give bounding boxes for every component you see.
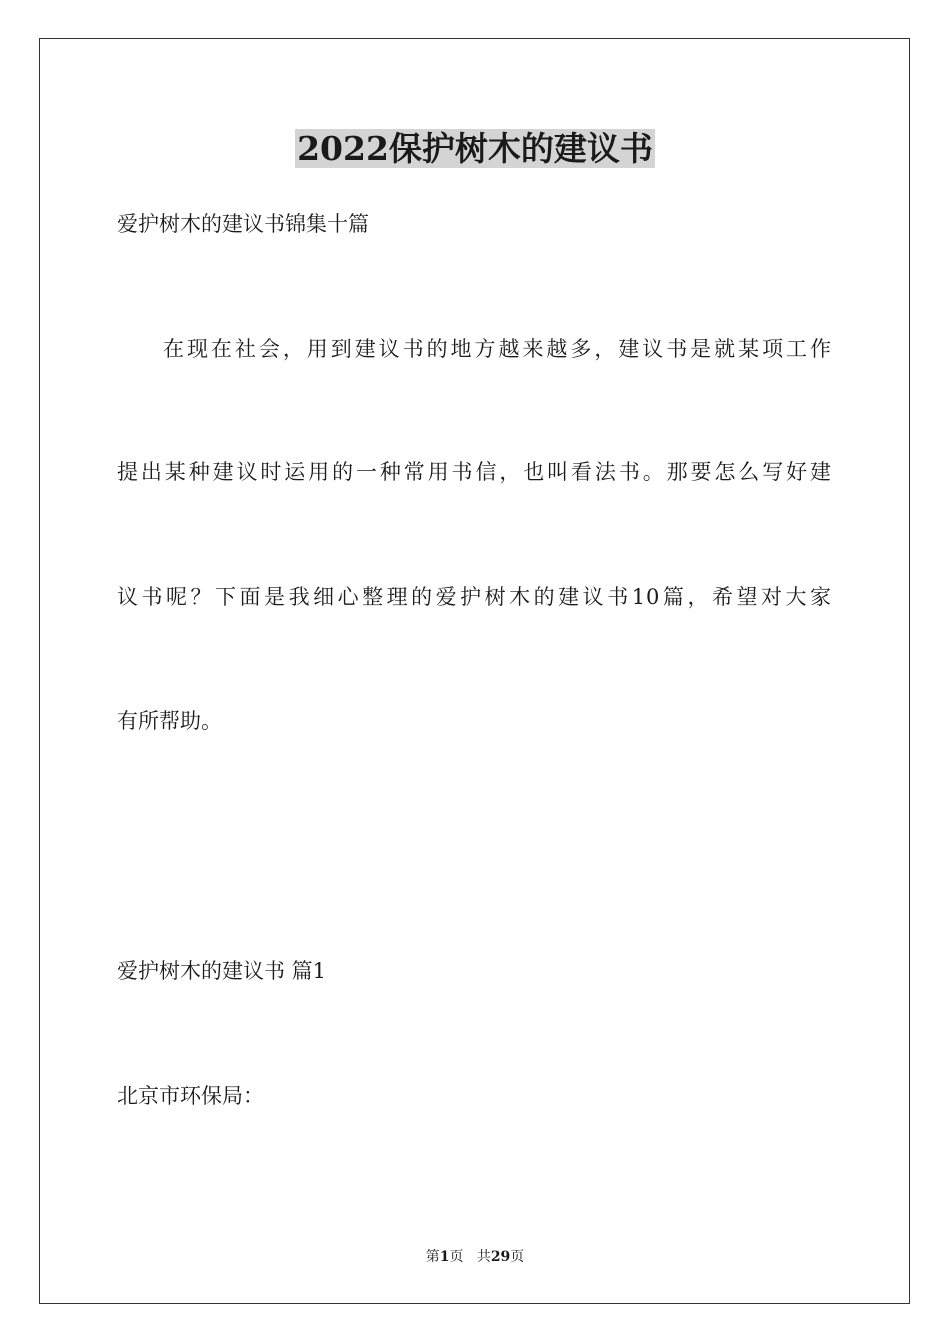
document-title xyxy=(0,128,950,170)
page-footer xyxy=(0,1248,950,1266)
document-subtitle: 爱护树木的建议书锦集十篇 xyxy=(117,212,369,236)
total-suffix: 页 xyxy=(510,1249,525,1265)
section-heading: 爱护树木的建议书 篇1 xyxy=(117,959,327,983)
document-title-text: 2022保护树木的建议书 xyxy=(297,129,653,168)
salutation: 北京市环保局： xyxy=(117,1084,264,1108)
intro-line-3: 议书呢？下面是我细心整理的爱护树木的建议书10篇，希望对大家 xyxy=(117,585,832,609)
total-prefix: 共 xyxy=(476,1249,491,1265)
page-prefix: 第 xyxy=(425,1249,440,1265)
total-pages: 29 xyxy=(490,1249,511,1265)
intro-line-4: 有所帮助。 xyxy=(117,709,222,733)
intro-line-2: 提出某种建议时运用的一种常用书信，也叫看法书。那要怎么写好建 xyxy=(117,460,832,484)
page-suffix: 页 xyxy=(449,1249,464,1265)
intro-line-1: 在现在社会，用到建议书的地方越来越多，建议书是就某项工作 xyxy=(163,337,832,361)
page-number: 1 xyxy=(439,1249,450,1265)
